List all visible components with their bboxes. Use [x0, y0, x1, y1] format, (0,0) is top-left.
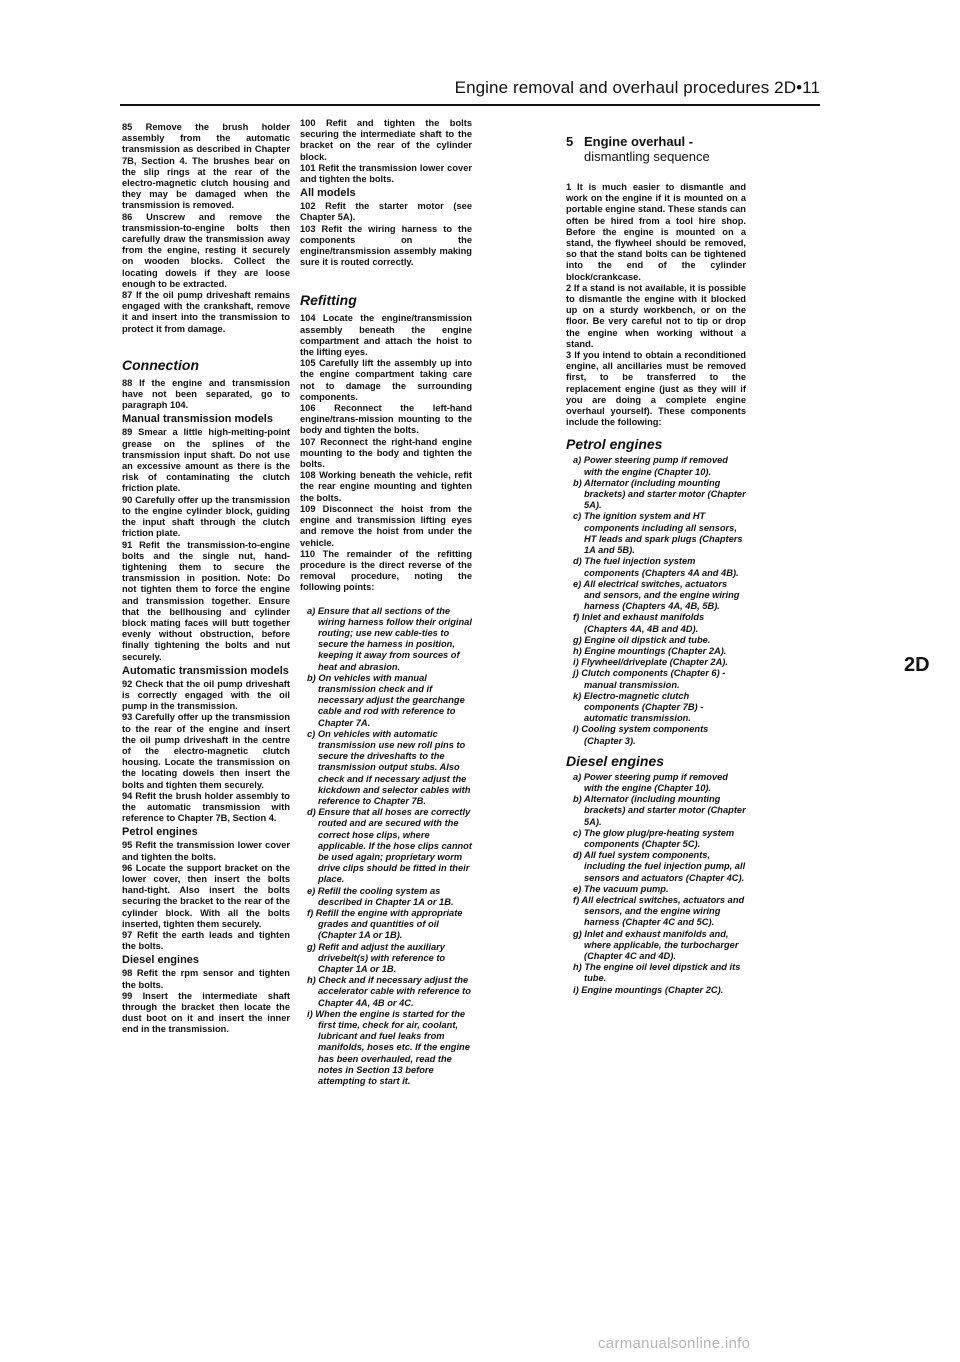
diesel-components-list [566, 772, 746, 996]
header-rule [120, 104, 820, 106]
list-item: h) The engine oil level dipstick and its tube. [573, 962, 741, 984]
list-item: h) Engine mountings (Chapter 2A). [573, 645, 727, 656]
paragraph-101: 101 Refit the transmission lower cover and tighten the bolts. [300, 162, 472, 185]
section-heading [566, 134, 746, 164]
list-item: h) Check and if necessary adjust the accelerator cable with reference to Chapter 4A, 4B or 4C. [307, 975, 471, 1008]
column-3 [566, 134, 746, 996]
paragraph-91: 91 Refit the transmission-to-engine bolts and the single nut, hand-tightening them to secure the transmission in position. Note: Do not tighten them to force the engine and transmission together. Ensure that the bellhousing and cylinder block mating faces will butt together evenly without obstruction, before finally tightening the bolts and nut securely. [122, 539, 290, 662]
list-item: g) Refit and adjust the auxiliary drivebelt(s) with reference to Chapter 1A or 1B. [307, 941, 446, 975]
list-item: e) All electrical switches, actuators and sensors, and the engine wiring harness (Chapters 4A, 4B, 5B). [573, 578, 740, 612]
paragraph-100: 100 Refit and tighten the bolts securing the intermediate shaft to the bracket on the rear of the cylinder block. [300, 118, 472, 162]
list-item: k) Electro-magnetic clutch components (Chapter 7B) - automatic transmission. [573, 690, 704, 724]
list-item: g) Engine oil dipstick and tube. [573, 634, 711, 645]
list-item: c) On vehicles with automatic transmission use new roll pins to secure the driveshafts to the transmission output stubs. Also check and if necessary adjust the kickdown and selector cables with reference to Chapter 7B. [307, 728, 471, 806]
list-item: a) Power steering pump if removed with the engine (Chapter 10). [573, 771, 728, 793]
section-number: 5 [566, 134, 574, 149]
paragraph-93: 93 Carefully offer up the transmission to the rear of the engine and insert the oil pump driveshaft in the centre of the electro-magnetic clutch housing. Locate the transmission on the locating dowels then insert the bolts and tighten them securely. [122, 712, 290, 790]
list-item: e) Refill the cooling system as described in Chapter 1A or 1B. [307, 885, 454, 907]
subheading-automatic-transmission: Automatic transmission models [122, 664, 289, 677]
paragraph-99: 99 Insert the intermediate shaft through the bracket then locate the dust boot on it and insert the inner end in the transmission. [122, 990, 290, 1035]
refitting-points-list [300, 606, 472, 1088]
heading-petrol-engines: Petrol engines [566, 436, 663, 453]
paragraph-109: 109 Disconnect the hoist from the engine and transmission lifting eyes and remove the hoist from under the vehicle. [300, 503, 472, 548]
list-item: c) The ignition system and HT components including all sensors, HT leads and spark plugs (Chapters 1A and 5B). [573, 511, 743, 556]
paragraph-102: 102 Refit the starter motor (see Chapter 5A). [300, 201, 472, 223]
paragraph-107: 107 Reconnect the right-hand engine mounting to the body and tighten the bolts. [300, 436, 472, 470]
chapter-tab: 2D [904, 654, 930, 676]
list-item: d) All fuel system components, including the fuel injection pump, all sensors and actuators (Chapter 4C). [573, 850, 746, 883]
list-item: d) The fuel injection system components (Chapters 4A and 4B). [573, 556, 739, 578]
paragraph-105: 105 Carefully lift the assembly up into the engine compartment taking care not to damage the surrounding components. [300, 358, 472, 402]
column-2 [300, 118, 472, 1087]
column-1 [122, 122, 290, 1036]
list-item: j) Clutch components (Chapter 6) - manual transmission. [573, 668, 726, 690]
subheading-manual-transmission: Manual transmission models [122, 413, 273, 426]
paragraph-3: 3 If you intend to obtain a reconditioned engine, all ancillaries must be removed first, to be transferred to the replacement engine (just as they will if you are doing a complete engine overhaul yourself). These components include the following: [566, 350, 746, 428]
list-item: c) The glow plug/pre-heating system components (Chapter 5C). [573, 827, 735, 849]
heading-refitting: Refitting [300, 292, 357, 309]
list-item: b) Alternator (including mounting brackets) and starter motor (Chapter 5A). [573, 477, 746, 511]
list-item: g) Inlet and exhaust manifolds and, where applicable, the turbocharger (Chapter 4C and 4D). [573, 928, 739, 961]
paragraph-110: 110 The remainder of the refitting procedure is the direct reverse of the removal procedure, noting the following points: [300, 548, 472, 593]
list-item: b) On vehicles with manual transmission check and if necessary adjust the gearchange cable and rod with reference to Chapter 7A. [307, 672, 465, 728]
list-item: f) Inlet and exhaust manifolds (Chapters 4A, 4B and 4D). [573, 612, 705, 634]
paragraph-108: 108 Working beneath the vehicle, refit the rear engine mounting and tighten the bolts. [300, 470, 472, 503]
petrol-components-list [566, 455, 746, 746]
paragraph-106: 106 Reconnect the left-hand engine/trans-mission mounting to the body and tighten the bolts. [300, 403, 472, 436]
list-item: a) Ensure that all sections of the wiring harness follow their original routing; use new cable-ties to secure the harness in position, keeping it away from sources of heat and abrasion. [307, 605, 472, 672]
paragraph-97: 97 Refit the earth leads and tighten the bolts. [122, 930, 290, 952]
paragraph-92: 92 Check that the oil pump driveshaft is correctly engaged with the oil pump in the transmission. [122, 678, 290, 712]
paragraph-85: 85 Remove the brush holder assembly from the automatic transmission as described in Chapter 7B, Section 4. The brushes bear on the slip rings at the rear of the electro-magnetic clutch housing and they may be damaged when the transmission is removed. [122, 122, 290, 211]
paragraph-94: 94 Refit the brush holder assembly to the automatic transmission with reference to Chapter 7B, Section 4. [122, 790, 290, 824]
list-item: e) The vacuum pump. [573, 883, 669, 894]
list-item: i) When the engine is started for the first time, check for air, coolant, lubricant and fuel leaks from manifolds, hoses etc. If the engine has been overhauled, read the notes in Section 13 before attempting to start it. [307, 1008, 470, 1087]
heading-connection: Connection [122, 356, 199, 373]
paragraph-2: 2 If a stand is not available, it is possible to dismantle the engine with it blocked up on a sturdy workbench, or on the floor. Be very careful not to tip or drop the engine when working without a stand. [566, 282, 746, 349]
paragraph-104: 104 Locate the engine/transmission assembly beneath the engine compartment and attach the hoist to the lifting eyes. [300, 313, 472, 358]
subheading-petrol-engines: Petrol engines [122, 826, 198, 839]
paragraph-98: 98 Refit the rpm sensor and tighten the bolts. [122, 968, 290, 990]
section-title: Engine overhaul - [584, 134, 694, 149]
heading-diesel-engines: Diesel engines [566, 752, 665, 769]
list-item: i) Engine mountings (Chapter 2C). [573, 984, 724, 995]
list-item: a) Power steering pump if removed with the engine (Chapter 10). [573, 455, 728, 477]
paragraph-103: 103 Refit the wiring harness to the components on the engine/transmission assembly making sure it is routed correctly. [300, 223, 472, 268]
paragraph-86: 86 Unscrew and remove the transmission-to-engine bolts then carefully draw the transmission away from the engine, resting it securely on wooden blocks. Collect the locating dowels if they are loose enough to be extracted. [122, 211, 290, 289]
paragraph-95: 95 Refit the transmission lower cover and tighten the bolts. [122, 840, 290, 862]
list-item: d) Ensure that all hoses are correctly routed and are secured with the correct hose clips, where applicable. If the hose clips cannot be used again; proprietary worm drive clips should be fitted in their place. [307, 807, 472, 885]
paragraph-89: 89 Smear a little high-melting-point grease on the splines of the transmission input shaft. Do not use an excessive amount as there is the risk of contaminating the clutch friction plate. [122, 427, 290, 494]
page-title: Engine removal and overhaul procedures 2D•11 [454, 78, 820, 97]
list-item: f) Refill the engine with appropriate grades and quantities of oil (Chapter 1A or 1B). [307, 908, 463, 941]
paragraph-96: 96 Locate the support bracket on the lower cover, then insert the bolts hand-tight. Also insert the bolts securing the bracket to the rear of the cylinder block. With all the bolts inserted, tighten them securely. [122, 862, 290, 929]
list-item: i) Flywheel/driveplate (Chapter 2A). [573, 657, 728, 668]
paragraph-1: 1 It is much easier to dismantle and work on the engine if it is mounted on a portable engine stand. These stands can often be hired from a tool hire shop. Before the engine is mounted on a stand, the flywheel should be removed, so that the stand bolts can be tightened into the end of the cylinder block/crankcase. [566, 182, 746, 282]
paragraph-88: 88 If the engine and transmission have not been separated, go to paragraph 104. [122, 377, 290, 411]
page-header [120, 60, 820, 100]
list-item: f) All electrical switches, actuators and sensors, and the engine wiring harness (Chapter 4C and 5C). [573, 894, 745, 928]
list-item: b) Alternator (including mounting brackets) and starter motor (Chapter 5A). [573, 794, 746, 827]
subheading-all-models: All models [300, 187, 356, 200]
subheading-diesel-engines: Diesel engines [122, 954, 200, 967]
section-subtitle: dismantling sequence [584, 149, 710, 164]
paragraph-90: 90 Carefully offer up the transmission to the engine cylinder block, guiding the input shaft through the clutch friction plate. [122, 494, 290, 539]
paragraph-87: 87 If the oil pump driveshaft remains engaged with the crankshaft, remove it and insert into the transmission to protect it from damage. [122, 290, 290, 334]
list-item: l) Cooling system components (Chapter 3). [573, 724, 709, 746]
watermark-footer: carmanualsonline.info [598, 1335, 751, 1352]
